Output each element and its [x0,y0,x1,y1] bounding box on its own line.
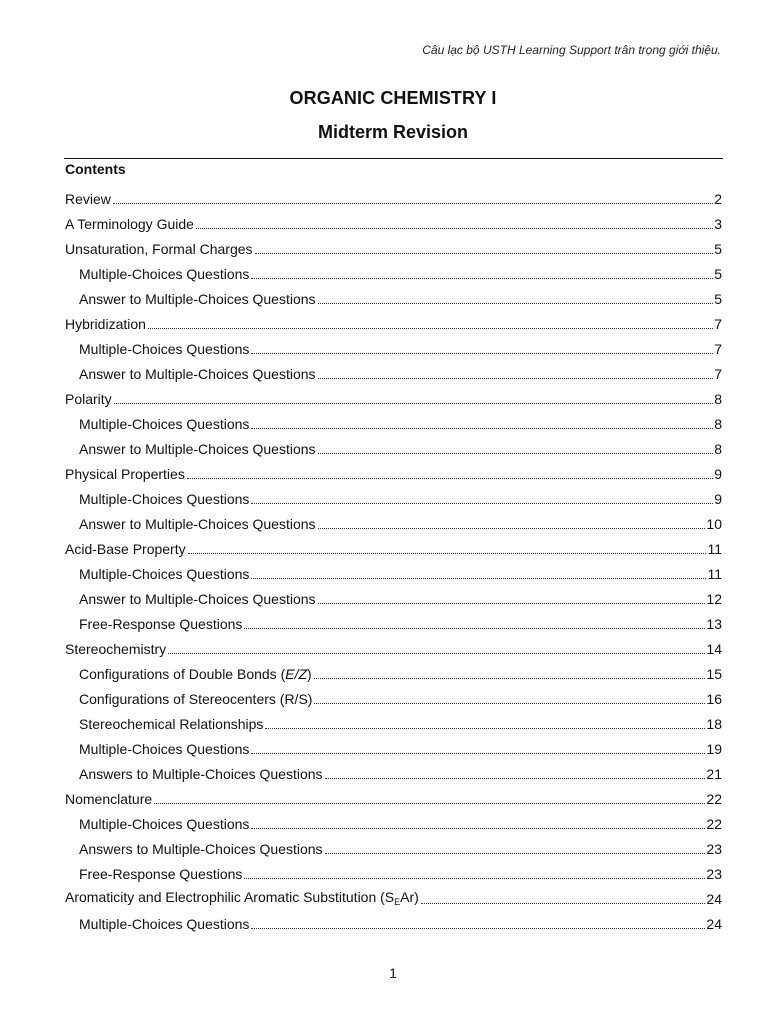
toc-entry-label [65,216,194,232]
toc-entry[interactable] [65,332,722,357]
toc-entry-label [79,366,316,382]
toc-entry-label-text: Multiple-Choices Questions [79,816,250,832]
toc-dot-leader [314,678,706,679]
toc-entry-label-text: Answer to Multiple-Choices Questions [79,366,316,382]
toc-entry[interactable] [65,382,722,407]
toc-entry[interactable] [65,357,722,382]
toc-entry[interactable] [65,707,722,732]
toc-entry-label [79,866,242,882]
toc-entry-page: 9 [714,491,722,507]
table-of-contents [65,182,722,932]
toc-entry-page: 3 [714,216,722,232]
toc-dot-leader [265,728,705,729]
toc-entry[interactable] [65,682,722,707]
toc-entry-label [79,816,249,832]
toc-dot-leader [325,853,706,854]
toc-entry-label [79,691,312,707]
toc-entry-label-text: Multiple-Choices Questions [79,491,250,507]
toc-entry-page: 14 [706,641,722,657]
toc-entry-label-text: Configurations of Double Bonds ( [79,666,286,682]
toc-entry-label-text: Physical Properties [65,466,185,482]
toc-entry-page: 5 [714,291,722,307]
toc-entry[interactable] [65,907,722,932]
toc-entry-label [79,741,249,757]
toc-dot-leader [168,653,705,654]
toc-entry-label [79,291,316,307]
toc-dot-leader [244,628,705,629]
toc-entry[interactable] [65,732,722,757]
toc-entry-page: 23 [706,841,722,857]
toc-dot-leader [251,503,713,504]
toc-entry[interactable] [65,882,722,907]
toc-entry-page: 11 [707,566,722,582]
toc-entry-label [79,716,263,732]
toc-entry-page: 22 [706,791,722,807]
toc-dot-leader [148,328,713,329]
toc-entry[interactable] [65,282,722,307]
toc-heading: Contents [65,161,126,177]
toc-entry-label-text: Stereochemistry [65,641,167,657]
toc-entry-label-text: Polarity [65,391,112,407]
toc-entry[interactable] [65,657,722,682]
toc-dot-leader [251,928,705,929]
toc-entry[interactable] [65,532,722,557]
toc-dot-leader [318,528,706,529]
toc-entry-label-text: Unsaturation, Formal Charges [65,241,253,257]
toc-entry-label-text: Multiple-Choices Questions [79,566,250,582]
toc-entry-page: 24 [706,891,722,907]
toc-entry-label-text: Review [65,191,111,207]
toc-entry[interactable] [65,182,722,207]
toc-entry-page: 7 [714,366,722,382]
toc-dot-leader [251,353,713,354]
toc-entry[interactable] [65,482,722,507]
toc-entry-label-text: Stereochemical Relationships [79,716,264,732]
toc-entry-label-text: Answer to Multiple-Choices Questions [79,441,316,457]
toc-entry-label [65,791,152,807]
toc-entry-label-text: Answers to Multiple-Choices Questions [79,766,323,782]
document-title: ORGANIC CHEMISTRY I [289,88,497,108]
page-number: 1 [389,965,397,981]
toc-dot-leader [325,778,706,779]
toc-dot-leader [318,378,714,379]
toc-entry-page: 8 [714,416,722,432]
toc-dot-leader [251,578,706,579]
toc-dot-leader [114,403,714,404]
toc-entry[interactable] [65,207,722,232]
toc-entry-label [79,491,249,507]
toc-entry-page: 5 [714,241,722,257]
toc-entry[interactable] [65,457,722,482]
toc-entry[interactable] [65,807,722,832]
toc-dot-leader [318,303,714,304]
toc-dot-leader [251,278,713,279]
toc-entry[interactable] [65,432,722,457]
toc-entry-page: 18 [706,716,722,732]
toc-entry-label [79,766,323,782]
toc-entry-label-text: Multiple-Choices Questions [79,916,250,932]
toc-entry-label-text: Free-Response Questions [79,866,243,882]
toc-dot-leader [421,903,706,904]
toc-dot-leader [255,253,714,254]
toc-dot-leader [196,228,713,229]
toc-entry-label-text: Answer to Multiple-Choices Questions [79,591,316,607]
toc-dot-leader [188,553,707,554]
toc-entry[interactable] [65,232,722,257]
toc-entry[interactable] [65,857,722,882]
toc-entry[interactable] [65,407,722,432]
toc-entry-page: 8 [714,441,722,457]
toc-entry[interactable] [65,557,722,582]
toc-entry-page: 22 [706,816,722,832]
toc-entry-label [79,516,316,532]
toc-entry-page: 23 [706,866,722,882]
toc-entry-label [65,466,185,482]
toc-entry[interactable] [65,257,722,282]
toc-entry-page: 5 [714,266,722,282]
toc-entry-label-subscript: E [394,897,401,907]
toc-entry-label-text: Aromaticity and Electrophilic Aromatic Substitution (S [65,889,395,905]
toc-entry[interactable] [65,757,722,782]
toc-entry-page: 2 [714,191,722,207]
toc-entry-label-text: Configurations of Stereocenters (R/S) [79,691,313,707]
toc-dot-leader [187,478,713,479]
toc-entry-label [79,591,316,607]
toc-entry-label-text: Free-Response Questions [79,616,243,632]
toc-entry-label [79,441,316,457]
toc-entry-page: 24 [706,916,722,932]
toc-entry-page: 21 [706,766,722,782]
toc-entry-label [65,391,112,407]
toc-entry-page: 13 [706,616,722,632]
toc-entry-label [79,916,249,932]
toc-entry-page: 19 [706,741,722,757]
toc-dot-leader [314,703,705,704]
toc-entry-label [65,316,146,332]
toc-entry[interactable] [65,307,722,332]
toc-entry-label [79,566,249,582]
toc-entry[interactable] [65,832,722,857]
toc-entry-label-text: Hybridization [65,316,146,332]
title-divider [64,158,723,159]
toc-entry-label [65,889,419,907]
toc-entry-label-italic: E/Z [285,666,308,682]
toc-entry-label [65,191,111,207]
toc-entry-page: 11 [707,541,722,557]
toc-entry-label [79,841,323,857]
toc-entry-label [79,266,249,282]
header-note: Câu lạc bộ USTH Learning Support trân trọng giới thiệu. [422,43,721,57]
toc-entry-label-text: Nomenclature [65,791,153,807]
toc-entry-label [65,641,166,657]
toc-dot-leader [318,453,714,454]
toc-entry-label [79,616,242,632]
toc-entry-label-text: Answer to Multiple-Choices Questions [79,516,316,532]
toc-entry[interactable] [65,607,722,632]
toc-dot-leader [154,803,705,804]
toc-entry-label [79,416,249,432]
toc-entry-label-text: Answers to Multiple-Choices Questions [79,841,323,857]
toc-dot-leader [251,753,705,754]
toc-dot-leader [251,428,713,429]
toc-entry-page: 12 [706,591,722,607]
toc-entry-page: 7 [714,341,722,357]
toc-entry-label-text: Multiple-Choices Questions [79,741,250,757]
toc-entry-label-suffix: ) [307,666,312,682]
toc-entry-page: 15 [706,666,722,682]
toc-entry-page: 9 [714,466,722,482]
toc-dot-leader [318,603,706,604]
toc-entry-label-text: A Terminology Guide [65,216,194,232]
toc-entry-page: 7 [714,316,722,332]
toc-entry-label-text: Multiple-Choices Questions [79,416,250,432]
toc-entry-label [79,666,312,682]
toc-entry[interactable] [65,582,722,607]
document-subtitle: Midterm Revision [317,122,469,142]
toc-entry-page: 10 [706,516,722,532]
toc-entry-label-text: Acid-Base Property [65,541,186,557]
toc-dot-leader [113,203,713,204]
toc-entry[interactable] [65,632,722,657]
toc-entry[interactable] [65,782,722,807]
toc-dot-leader [244,878,705,879]
toc-entry-label-text: Multiple-Choices Questions [79,341,250,357]
toc-entry-label-suffix: Ar) [400,889,419,905]
toc-entry[interactable] [65,507,722,532]
toc-entry-page: 16 [706,691,722,707]
toc-entry-label-text: Answer to Multiple-Choices Questions [79,291,316,307]
toc-entry-label [65,541,186,557]
toc-entry-label [79,341,249,357]
toc-dot-leader [251,828,705,829]
toc-entry-label-text: Multiple-Choices Questions [79,266,250,282]
toc-entry-label [65,241,253,257]
toc-entry-page: 8 [714,391,722,407]
